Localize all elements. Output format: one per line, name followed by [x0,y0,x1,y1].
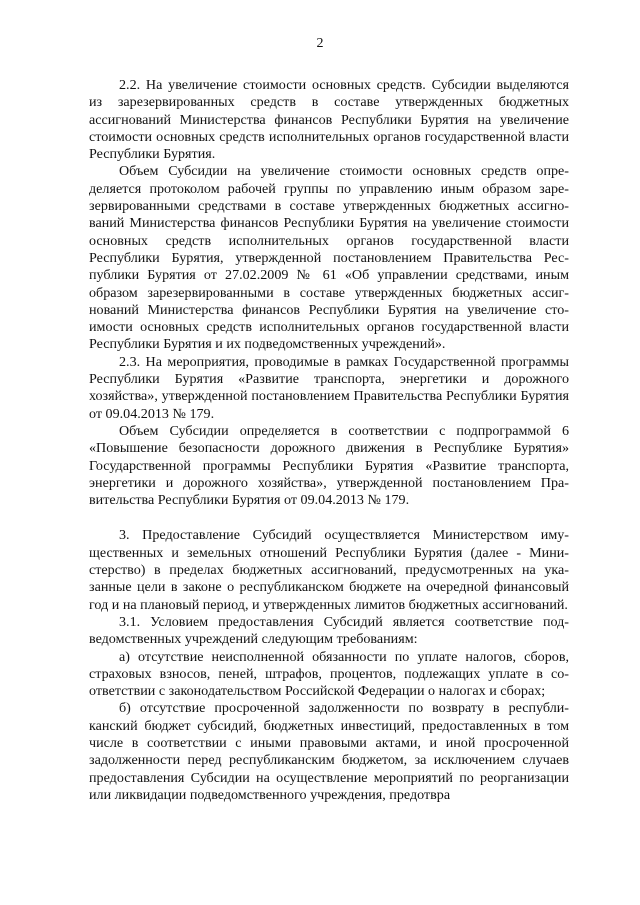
paragraph-3: 3. Предоставление Субсидий осуществляется Министерством имущественных и земельных отношений Республики Бурятия (далее - Министерство) в пределах бюджетных ассигнований, предусмотренных на указанные цели в законе о республиканском бюджете на очередной финансовый год и на плановый период, и утвержденных лимитов бюджетных ассигнований. [89,527,569,613]
paragraph-2-3: 2.3. На мероприятия, проводимые в рамках Государственной программы Республики Бурятия «Развитие транспорта, энергетики и дорожного хозяйства», утвержденной постановлением Правительства Республики Бурятия от 09.04.2013 № 179. [89,353,569,422]
paragraph-3-1: 3.1. Условием предоставления Субсидий является соответствие подведомственных учреждений следующим требованиям: [89,613,569,648]
document-body [89,77,569,804]
paragraph-2-3-volume: Объем Субсидии определяется в соответствии с подпрограммой 6 «Повышение безопасности дорожного движения в Республике Бурятия» Государственной программы Республики Бурятия «Развитие транспорта, энергетики и дорожного хозяйства», утвержденной постановлением Правительства Республики Бурятия от 09.04.2013 № 179. [89,422,569,509]
paragraph-3-1-b: б) отсутствие просроченной задолженности по возврату в республиканский бюджет субсидий, бюджетных инвестиций, предоставленных в том числе в соответствии с иными правовыми актами, и иной просроченной задолженности перед республиканским бюджетом, за исключением случаев предоставления Субсидии на осуществление мероприятий по реорганизации или ликвидации подведомственного учреждения, предотвра [89,700,569,803]
page-number: 2 [316,36,324,51]
paragraph-2-2: 2.2. На увеличение стоимости основных средств. Субсидии выделяются из зарезервированных средств в составе утвержденных бюджетных ассигнований Министерства финансов Республики Бурятия на увеличение стоимости основных средств исполнительных органов государственной власти Республики Бурятия. [89,77,569,163]
paragraph-3-1-a: а) отсутствие неисполненной обязанности по уплате налогов, сборов, страховых взносов, пеней, штрафов, процентов, подлежащих уплате в соответствии с законодательством Российской Федерации о налогах и сборах; [89,648,569,700]
paragraph-2-2-volume: Объем Субсидии на увеличение стоимости основных средств определяется протоколом рабочей группы по управлению иным образом зарезервированными средствами в составе утвержденных бюджетных ассигнований Министерства финансов Республики Бурятия на увеличение стоимости основных средств исполнительных органов государственной власти Республики Бурятия, утвержденной постановлением Правительства Республики Бурятия от 27.02.2009 № 61 «Об управлении средствами, иным образом зарезервированными в составе утвержденных бюджетных ассигнований Министерства финансов Республики Бурятия на увеличение стоимости основных средств исполнительных органов государственной власти Республики Бурятия и их подведомственных учреждений». [89,163,569,353]
